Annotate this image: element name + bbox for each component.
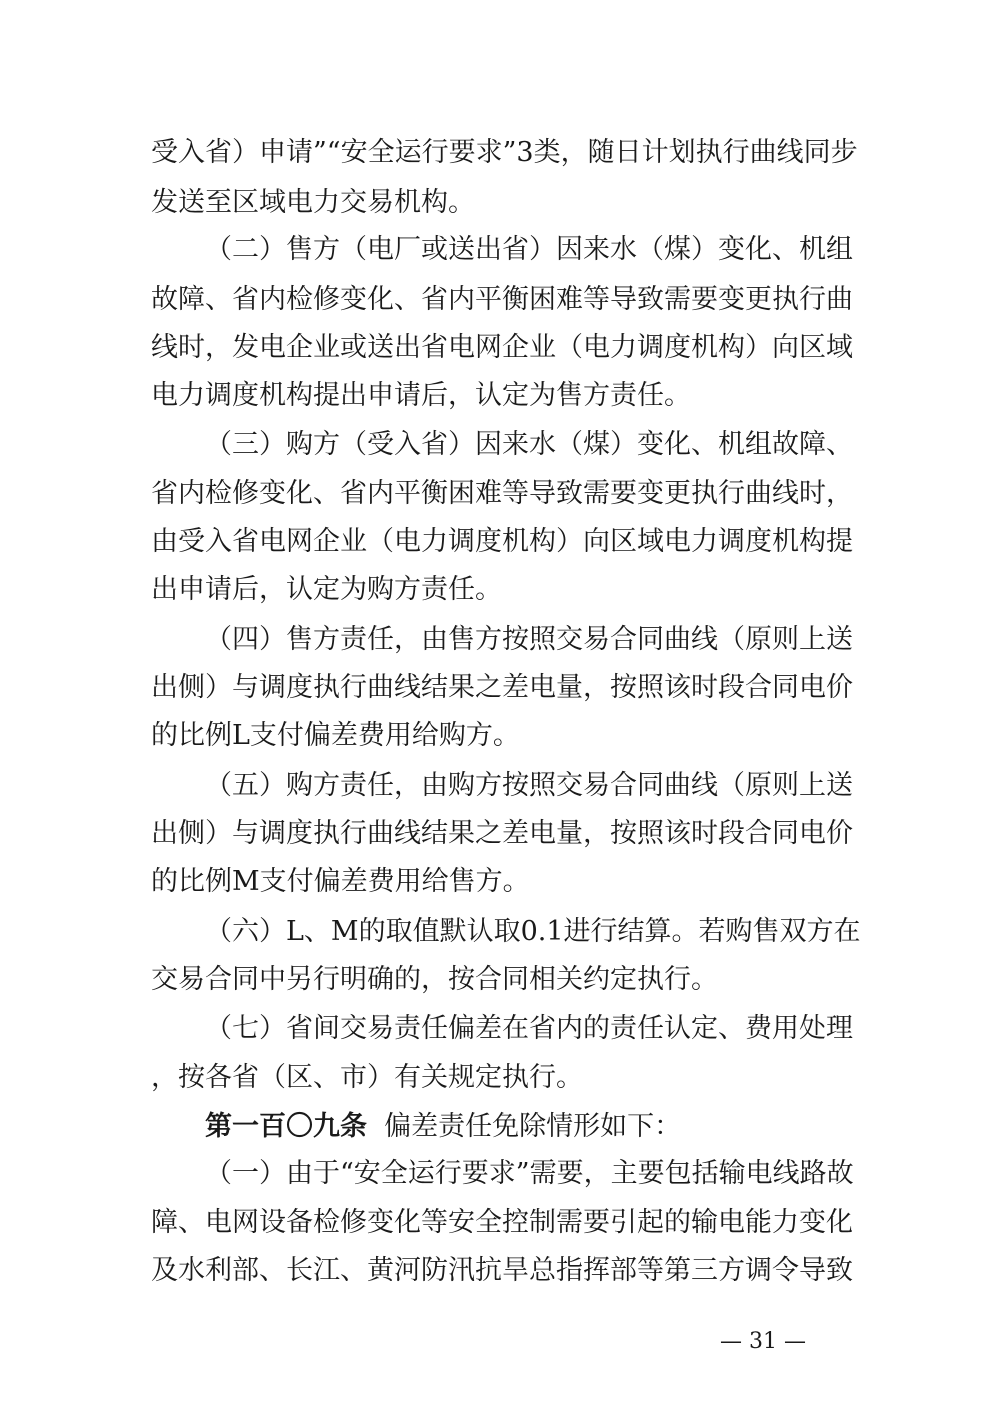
text-line: （一）由于“安全运行要求”需要，主要包括输电线路故 bbox=[205, 1158, 854, 1189]
text-line: 省内检修变化、省内平衡困难等导致需要变更执行曲线时， bbox=[151, 478, 853, 509]
article-line bbox=[205, 1110, 851, 1144]
text-line: （二）售方（电厂或送出省）因来水（煤）变化、机组 bbox=[205, 234, 853, 265]
text-line: 故障、省内检修变化、省内平衡困难等导致需要变更执行曲 bbox=[151, 284, 853, 315]
text-line: （七）省间交易责任偏差在省内的责任认定、费用处理 bbox=[205, 1013, 853, 1044]
text-line: ，按各省（区、市）有关规定执行。 bbox=[151, 1062, 583, 1093]
text-line: 出侧）与调度执行曲线结果之差电量，按照该时段合同电价 bbox=[151, 818, 853, 849]
text-line: 由受入省电网企业（电力调度机构）向区域电力调度机构提 bbox=[151, 526, 853, 557]
text-line: 出侧）与调度执行曲线结果之差电量，按照该时段合同电价 bbox=[151, 672, 853, 703]
page-number: — 31 — bbox=[720, 1329, 806, 1354]
article-heading: 第一百〇九条 bbox=[205, 1111, 367, 1142]
text-line: 受入省）申请”“安全运行要求”3类，随日计划执行曲线同步 bbox=[151, 137, 858, 168]
text-line: 发送至区域电力交易机构。 bbox=[151, 187, 475, 218]
text-line: 及水利部、长江、黄河防汛抗旱总指挥部等第三方调令导致 bbox=[151, 1255, 853, 1286]
text-line: 的比例L支付偏差费用给购方。 bbox=[151, 720, 520, 751]
text-line: 的比例M支付偏差费用给售方。 bbox=[151, 866, 530, 897]
text-line: 交易合同中另行明确的，按合同相关约定执行。 bbox=[151, 964, 718, 995]
text-line: 障、电网设备检修变化等安全控制需要引起的输电能力变化 bbox=[151, 1207, 853, 1238]
text-line: （三）购方（受入省）因来水（煤）变化、机组故障、 bbox=[205, 429, 853, 460]
article-text: 偏差责任免除情形如下： bbox=[384, 1111, 682, 1142]
text-line: 出申请后，认定为购方责任。 bbox=[151, 574, 502, 605]
text-line: （五）购方责任，由购方按照交易合同曲线（原则上送 bbox=[205, 770, 853, 801]
text-line: 线时，发电企业或送出省电网企业（电力调度机构）向区域 bbox=[151, 332, 853, 363]
text-line: （六）L、M的取值默认取0.1进行结算。若购售双方在 bbox=[205, 916, 861, 947]
text-line: （四）售方责任，由售方按照交易合同曲线（原则上送 bbox=[205, 624, 853, 655]
text-line: 电力调度机构提出申请后，认定为售方责任。 bbox=[151, 380, 691, 411]
